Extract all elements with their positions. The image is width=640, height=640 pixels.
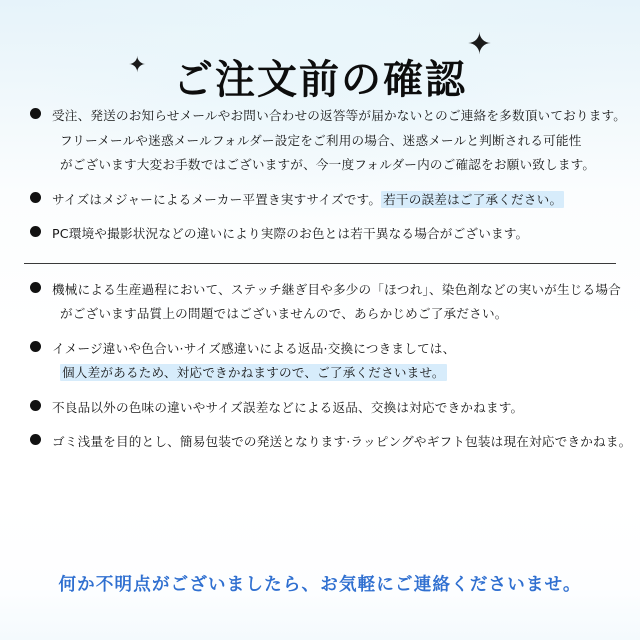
list-item	[30, 188, 610, 213]
bullet-icon	[30, 400, 41, 411]
notice-section-two	[16, 278, 632, 455]
highlighted-text: 若干の誤差はご了承ください。	[383, 191, 563, 207]
list-item	[30, 278, 621, 327]
sparkle-right-icon: ✦	[466, 28, 492, 61]
list-item-line: フリーメールや迷惑メールフォルダー設定をご利用の場合、迷惑メールと判断される可能性	[60, 132, 582, 148]
list-item	[30, 337, 610, 386]
list-item-line	[52, 361, 610, 386]
footer-area	[0, 571, 640, 596]
bullet-icon	[30, 108, 41, 119]
list-item	[30, 430, 632, 455]
list-item-line: がございます大変お手数ではございますが、今一度フォルダー内のご確認をお願い致します。	[60, 157, 596, 173]
list-item-line: がございます品質上の問題ではございませんので、あらかじめご了承ださい。	[60, 306, 508, 322]
footer-message: 何か不明点がございましたら、お気軽にご連絡くださいませ。	[58, 575, 582, 595]
list-item	[30, 396, 610, 421]
page-title-area	[16, 0, 624, 103]
list-item	[30, 104, 627, 178]
list-item-text: サイズはメジャーによるメーカー平置き実すサイズです。	[52, 191, 382, 207]
notice-section-one	[16, 104, 627, 247]
bullet-icon	[30, 434, 41, 445]
list-item-line: ゴミ浅量を目的とし、簡易包装での発送となります·ラッピングやギフト包装は現在対応できかねま。	[52, 434, 632, 450]
list-item-line: イメージ違いや色合い·サイズ感違いによる返品·交換につきましては、	[52, 340, 456, 356]
list-item	[30, 222, 610, 247]
bullet-icon	[30, 226, 41, 237]
list-item-line: 受注、発送のお知らせメールやお問い合わせの返答等が届かないとのご連絡を多数頂いております。	[52, 108, 627, 123]
section-divider	[24, 263, 616, 264]
list-item-line: 不良品以外の色味の違いやサイズ誤差などによる返品、交換は対応できかねます。	[52, 399, 524, 415]
sparkle-left-icon: ✦	[128, 52, 147, 77]
bullet-icon	[30, 282, 41, 293]
list-item-line	[52, 188, 610, 213]
page-title: ご注文前の確認	[173, 56, 467, 103]
bullet-icon	[30, 341, 41, 352]
bullet-icon	[30, 192, 41, 203]
list-item-line: 機械による生産過程において、ステッチ継ぎ目や多少の「ほつれ」、染色剤などの実いが生じる場合	[52, 281, 621, 297]
list-item-line: PC環境や撮影状況などの違いにより実際のお色とは若干異なる場合がございます。	[52, 226, 529, 242]
highlighted-text: 個人差があるため、対応できかねますので、ご了承くださいませ。	[62, 365, 445, 381]
